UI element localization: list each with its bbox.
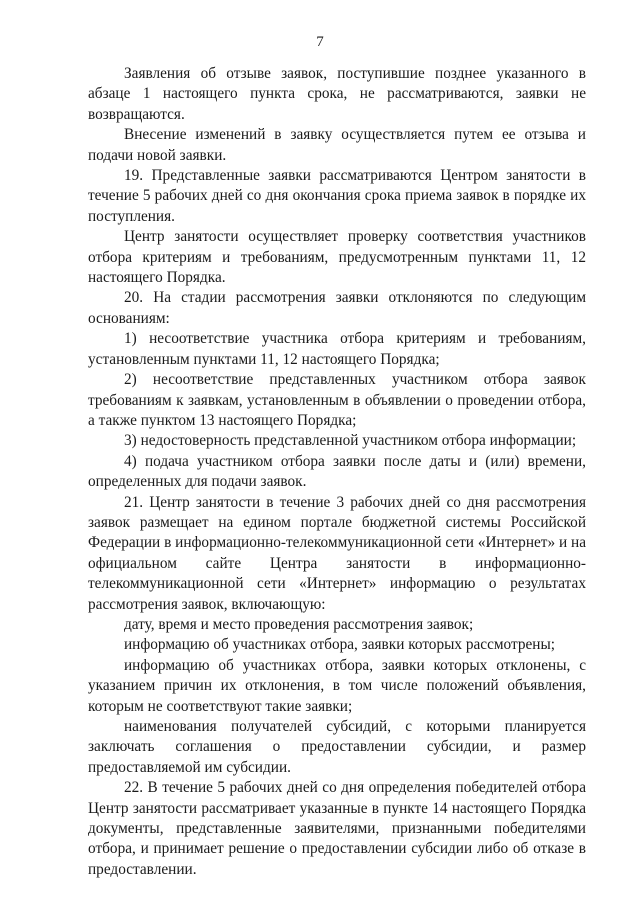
paragraph: 21. Центр занятости в течение 3 рабочих дней со дня рассмотрения заявок размещает на едином портале бюджетной системы Российской Федерации в информационно-телекоммуникационной сети «Интернет» и на официальном сайте Центра занятости в информационно-телекоммуникационной сети «Интернет» информацию о результатах рассмотрения заявок, включающую: (88, 493, 586, 613)
paragraph: Внесение изменений в заявку осуществляется путем ее отзыва и подачи новой заявки. (88, 126, 586, 164)
list-item: 1) несоответствие участника отбора критериям и требованиям, установленным пунктами 11, 12 настоящего Порядка; (88, 330, 586, 368)
list-item: дату, время и место проведения рассмотрения заявок; (124, 615, 474, 633)
list-item: 3) недостоверность представленной участником отбора информации; (124, 432, 577, 450)
paragraph: 20. На стадии рассмотрения заявки отклоняются по следующим основаниям: (88, 289, 586, 327)
paragraph: Заявления об отзыве заявок, поступившие позднее указанного в абзаце 1 настоящего пункта срока, не рассматриваются, заявки не возвращаются. (88, 65, 586, 123)
document-body (88, 64, 586, 880)
list-item: 4) подача участником отбора заявки после даты и (или) времени, определенных для подачи заявок. (88, 452, 586, 491)
list-item: наименования получателей субсидий, с которыми планируется заключать соглашения о предоставлении субсидии, и размер предоставляемой им субсидии. (88, 718, 586, 776)
list-item: информацию об участниках отбора, заявки которых отклонены, с указанием причин их отклонения, в том числе положений объявления, которым не соответствуют такие заявки; (88, 656, 586, 715)
list-item: информацию об участниках отбора, заявки которых рассмотрены; (124, 636, 556, 654)
page-number: 7 (316, 34, 324, 50)
paragraph: 22. В течение 5 рабочих дней со дня определения победителей отбора Центр занятости рассматривает указанные в пункте 14 настоящего Порядка документы, представленные заявителями, признанными победителями отбора, и принимает решение о предоставлении субсидии либо об отказе в предоставлении. (88, 779, 586, 878)
paragraph: Центр занятости осуществляет проверку соответствия участников отбора критериям и требованиям, предусмотренным пунктами 11, 12 настоящего Порядка. (88, 228, 586, 287)
list-item: 2) несоответствие представленных участником отбора заявок требованиям к заявкам, установленным в объявлении о проведении отбора, а также пунктом 13 настоящего Порядка; (88, 371, 586, 429)
paragraph: 19. Представленные заявки рассматриваются Центром занятости в течение 5 рабочих дней со дня окончания срока приема заявок в порядке их поступления. (88, 167, 586, 225)
